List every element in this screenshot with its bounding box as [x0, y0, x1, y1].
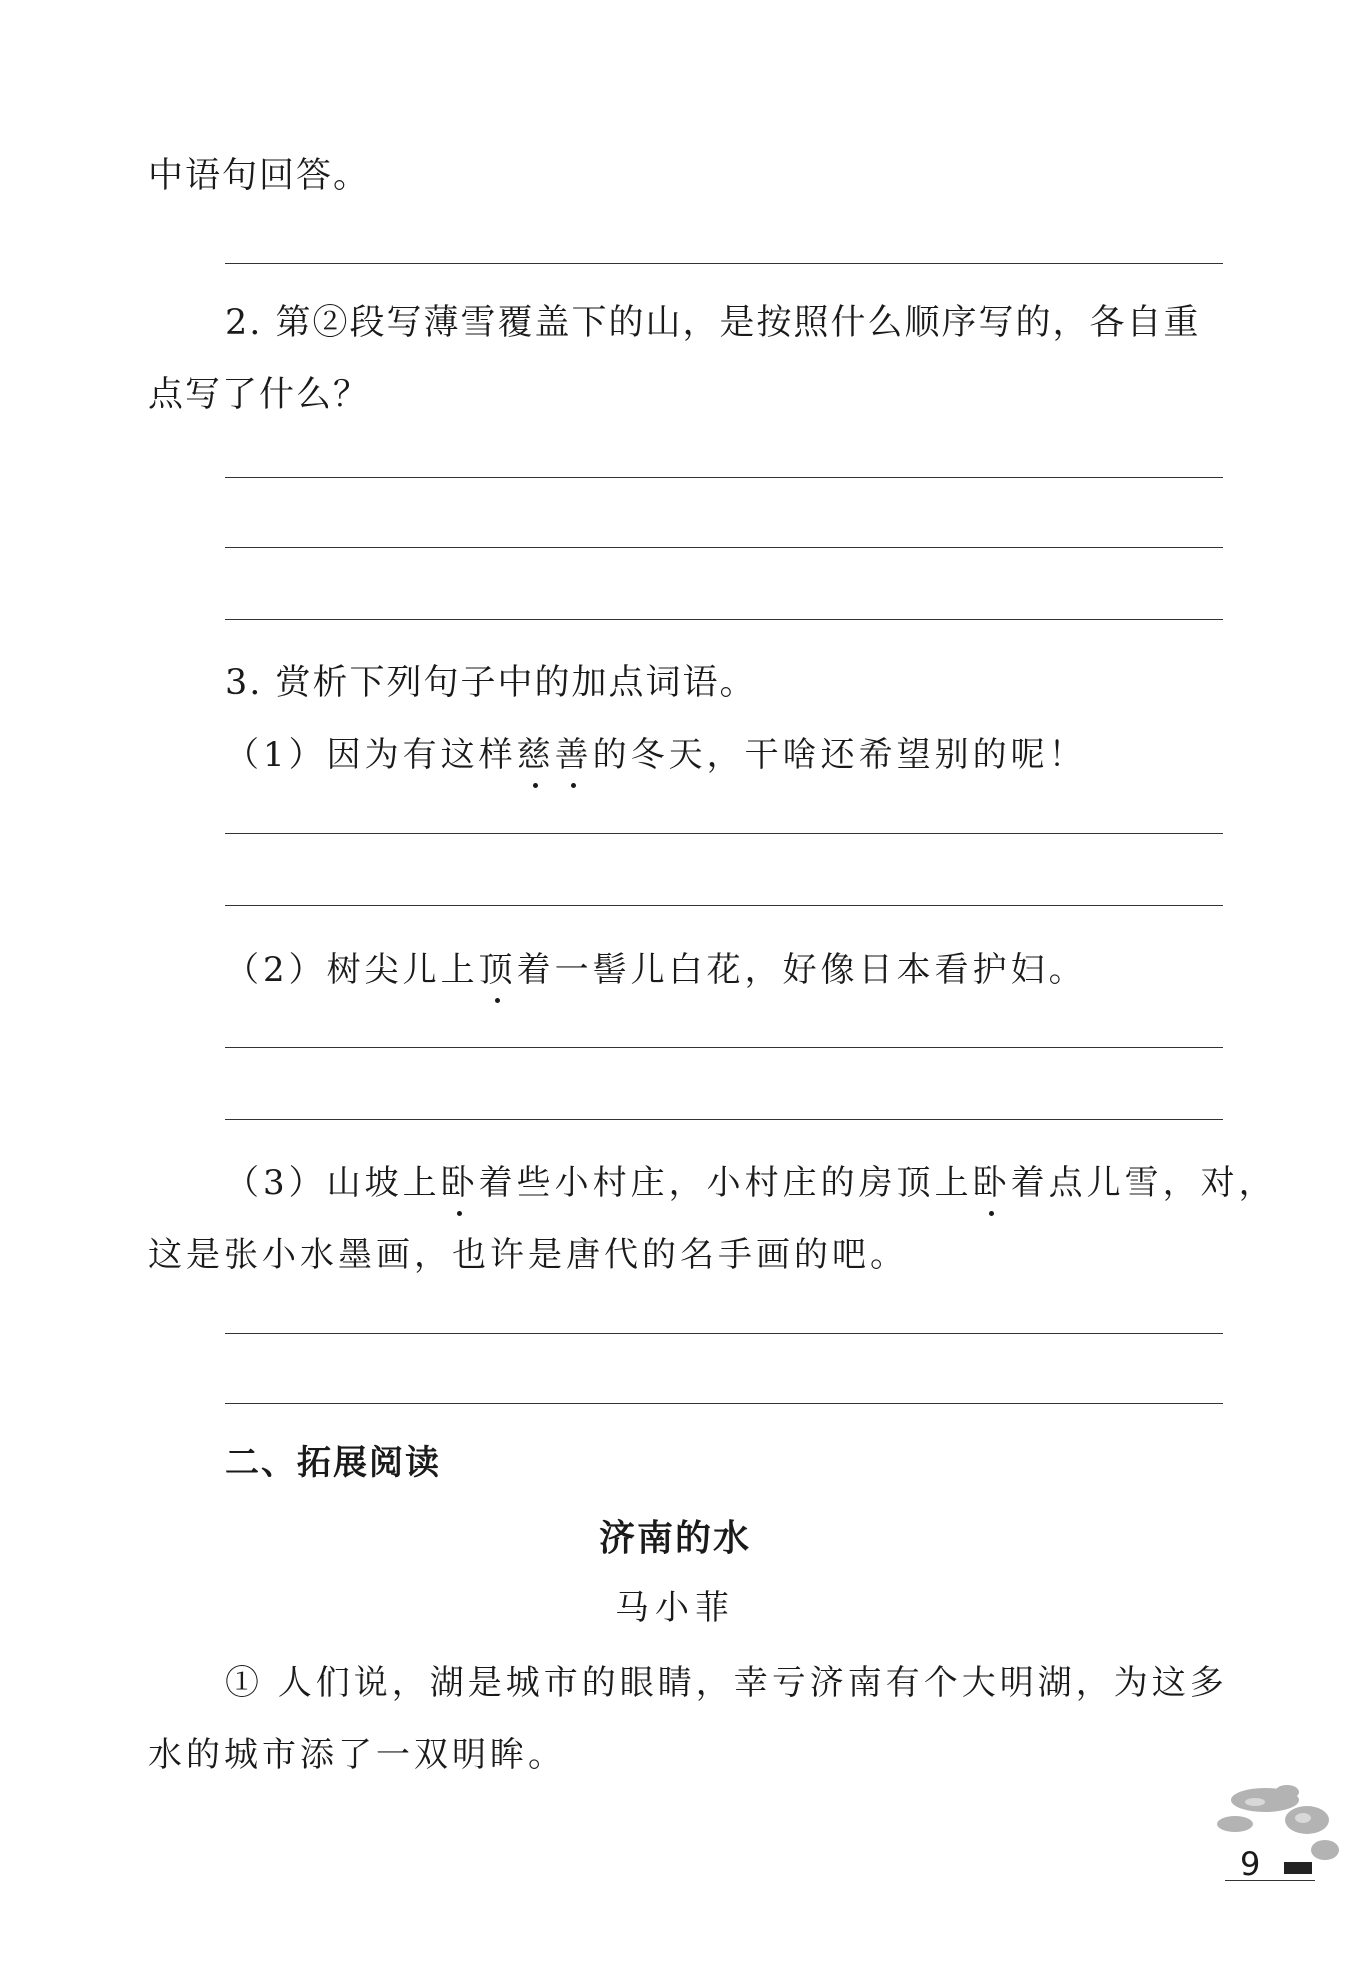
- question-2-line-2: 点写了什么？: [148, 375, 371, 415]
- answer-line[interactable]: [225, 619, 1223, 620]
- article-paragraph-1-line-1: ① 人们说，湖是城市的眼睛，幸亏济南有个大明湖，为这多: [225, 1663, 1228, 1703]
- answer-line[interactable]: [225, 263, 1223, 264]
- answer-line[interactable]: [225, 905, 1223, 906]
- sentence-text: 的冬天，干啥还希望别的呢！: [592, 735, 1087, 775]
- answer-line[interactable]: [225, 1047, 1223, 1048]
- dotted-char: 慈: [517, 727, 555, 776]
- question-3-sentence-3-line-2: 这是张小水墨画，也许是唐代的名手画的吧。: [148, 1235, 908, 1275]
- sentence-text: （2）树尖儿上: [225, 950, 479, 990]
- answer-line[interactable]: [225, 1333, 1223, 1334]
- answer-line[interactable]: [225, 833, 1223, 834]
- sentence-text: 着点儿雪，对，: [1010, 1163, 1277, 1203]
- answer-line[interactable]: [225, 547, 1223, 548]
- article-paragraph-1-line-2: 水的城市添了一双明眸。: [148, 1735, 566, 1775]
- dotted-char: 卧: [973, 1155, 1011, 1204]
- question-3-sentence-2: [225, 942, 1087, 991]
- question-3-sentence-1: [225, 727, 1087, 776]
- article-title: 济南的水: [598, 1518, 751, 1559]
- article-author: 马小菲: [615, 1588, 735, 1628]
- sentence-text: 着些小村庄，小村庄的房顶上: [478, 1163, 973, 1203]
- dotted-char: 顶: [479, 942, 517, 991]
- dotted-char: 卧: [441, 1155, 479, 1204]
- question-2-line-1: 2. 第②段写薄雪覆盖下的山，是按照什么顺序写的，各自重: [225, 303, 1201, 343]
- sentence-text: （3）山坡上: [225, 1163, 441, 1203]
- page-number-underline: [1225, 1880, 1315, 1881]
- answer-line[interactable]: [225, 1403, 1223, 1404]
- dotted-char: 善: [555, 727, 593, 776]
- answer-line[interactable]: [225, 1119, 1223, 1120]
- answer-line[interactable]: [225, 477, 1223, 478]
- sentence-text: （1）因为有这样: [225, 735, 517, 775]
- page-number: 9: [1240, 1845, 1261, 1883]
- question-3-intro: 3. 赏析下列句子中的加点词语。: [225, 663, 757, 703]
- section-heading: 二、拓展阅读: [225, 1443, 441, 1483]
- sentence-text: 着一髻儿白花，好像日本看护妇。: [516, 950, 1087, 990]
- continued-answer-text: 中语句回答。: [148, 156, 371, 196]
- page-number-marker: [1284, 1862, 1312, 1874]
- question-3-sentence-3-line-1: [225, 1155, 1277, 1204]
- decorative-ink-art: [1195, 1770, 1345, 1865]
